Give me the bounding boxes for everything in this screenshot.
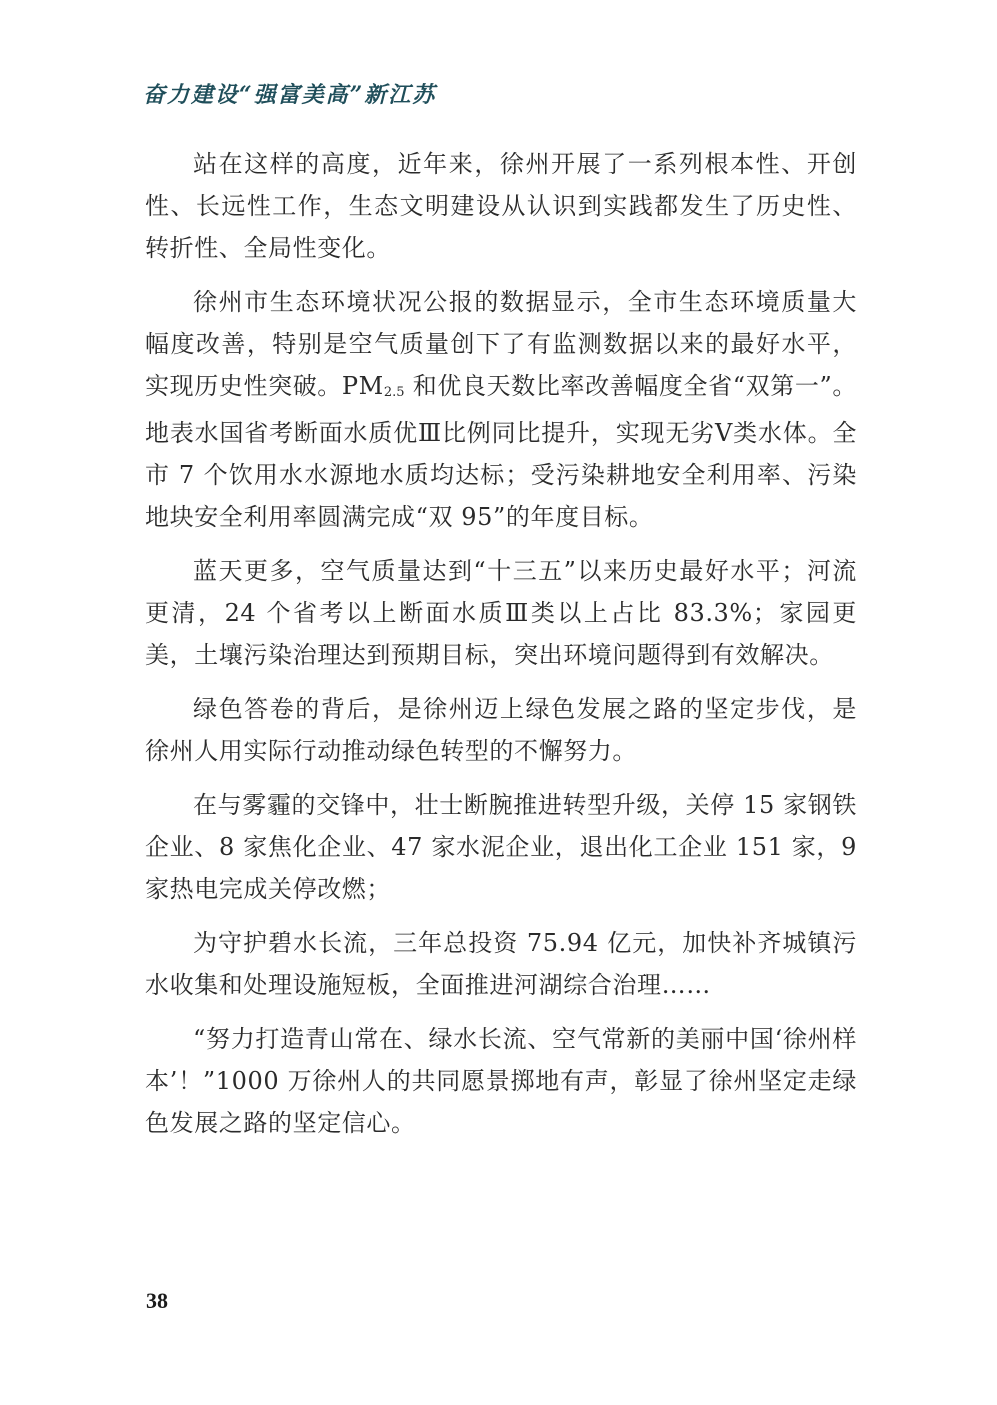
paragraph-5: 在与雾霾的交锋中，壮士断腕推进转型升级，关停 15 家钢铁企业、8 家焦化企业、47 家水泥企业，退出化工企业 151 家，9 家热电完成关停改燃；: [145, 791, 857, 903]
paragraph-2-before: 徐州市生态环境状况公报的数据显示，全市生态环境质量大幅度改善，特别是空气质量创下了有监测数据以来的最好水平，实现历史性突破。PM: [145, 288, 857, 400]
paragraph-4: 绿色答卷的背后，是徐州迈上绿色发展之路的坚定步伐，是徐州人用实际行动推动绿色转型的不懈努力。: [145, 695, 857, 765]
paragraph-7: “努力打造青山常在、绿水长流、空气常新的美丽中国‘徐州样本’！”1000 万徐州人的共同愿景掷地有声，彰显了徐州坚定走绿色发展之路的坚定信心。: [145, 1025, 857, 1137]
body-text: [145, 143, 857, 1156]
paragraph-1: 站在这样的高度，近年来，徐州开展了一系列根本性、开创性、长远性工作，生态文明建设从认识到实践都发生了历史性、转折性、全局性变化。: [145, 150, 857, 262]
paragraph-3: 蓝天更多，空气质量达到“十三五”以来历史最好水平；河流更清，24 个省考以上断面水质Ⅲ类以上占比 83.3%；家园更美，土壤污染治理达到预期目标，突出环境问题得到有效解决。: [145, 557, 857, 669]
running-header: 奋力建设“强富美高”新江苏: [143, 82, 437, 108]
paragraph-2: [145, 281, 857, 538]
paragraph-6: 为守护碧水长流，三年总投资 75.94 亿元，加快补齐城镇污水收集和处理设施短板，全面推进河湖综合治理……: [145, 929, 857, 999]
page-number: 38: [146, 1288, 168, 1313]
paragraph-2-after: 和优良天数比率改善幅度全省“双第一”。地表水国省考断面水质优Ⅲ比例同比提升，实现无劣Ⅴ类水体。全市 7 个饮用水水源地水质均达标；受污染耕地安全利用率、污染地块安全利用率圆满完成“双 95”的年度目标。: [145, 372, 857, 531]
pm-subscript: 2.5: [383, 385, 405, 400]
